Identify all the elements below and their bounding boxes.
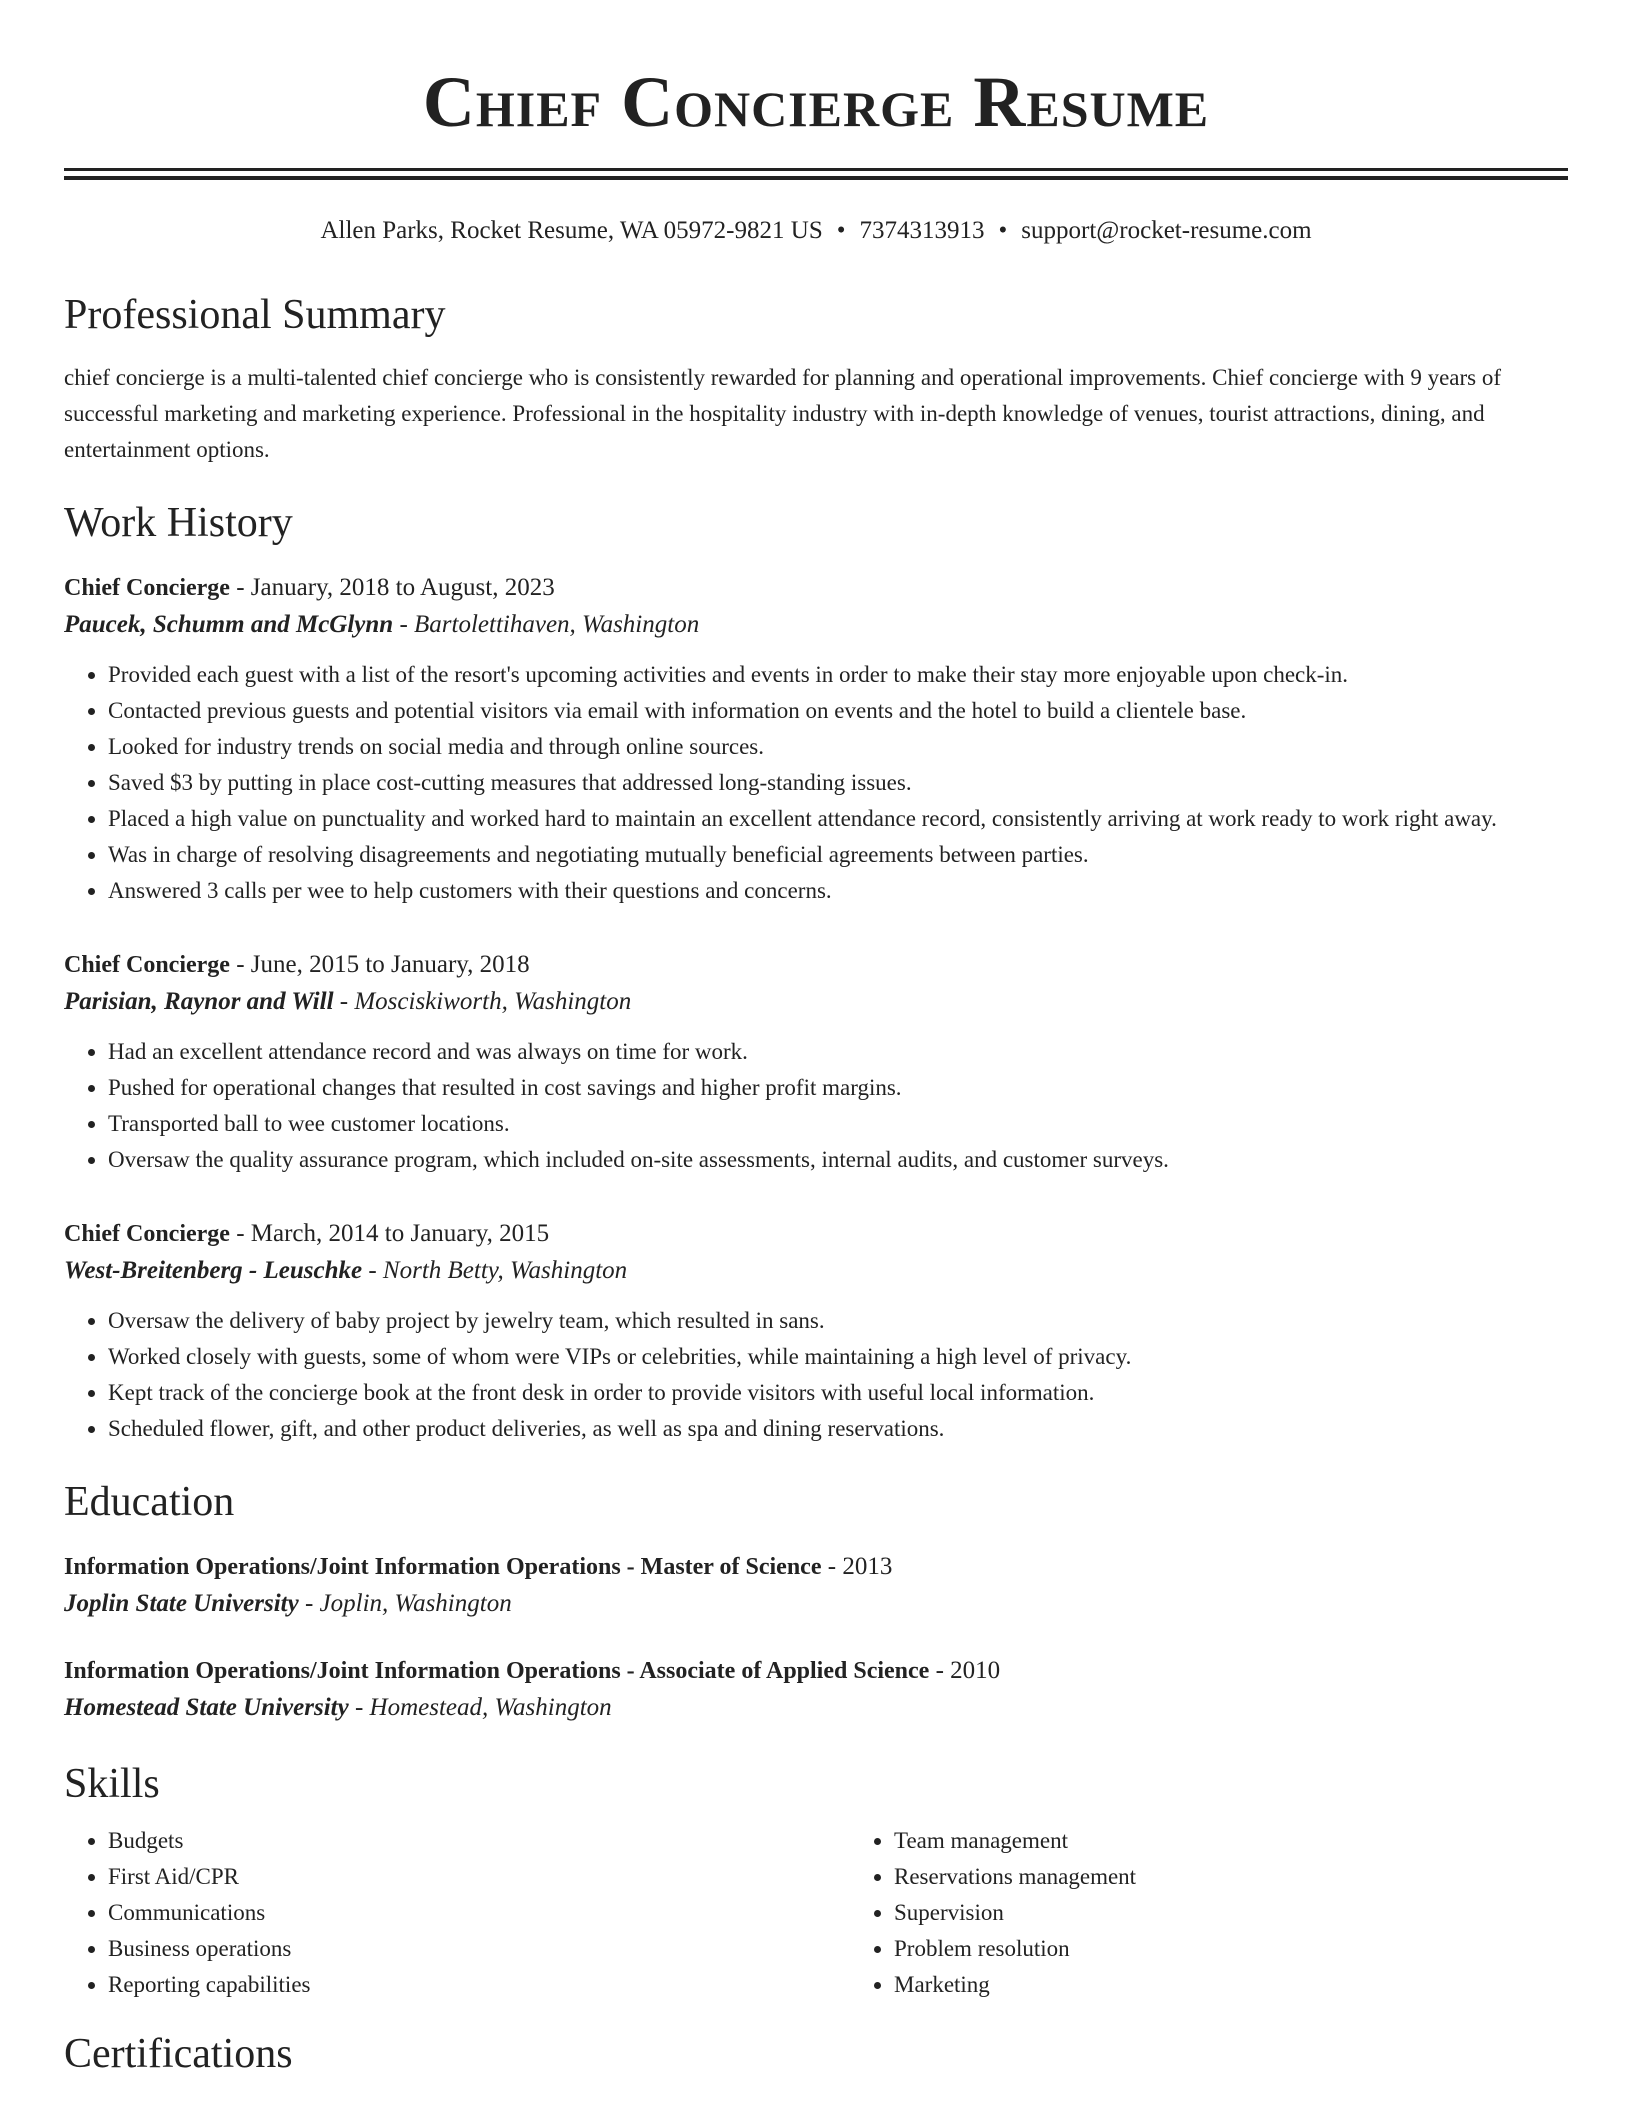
title-divider-top <box>64 168 1568 171</box>
title-divider-bottom <box>64 176 1568 180</box>
skill-item: • First Aid/CPR <box>108 1859 850 1895</box>
education-school: Joplin State University <box>64 1590 299 1617</box>
job-bullet: • Pushed for operational changes that resulted in cost savings and higher profit margins. <box>108 1070 1568 1106</box>
job-company: Parisian, Raynor and Will <box>64 988 334 1015</box>
job-bullet: • Looked for industry trends on social media and through online sources. <box>108 729 1568 765</box>
skill-item: • Business operations <box>108 1931 850 1967</box>
education-degree-line <box>64 1549 1568 1585</box>
skills-column-right <box>850 1823 1568 2003</box>
education-year: - 2010 <box>929 1657 1001 1684</box>
job-entry <box>64 1216 1568 1447</box>
job-company-line <box>64 606 1568 644</box>
job-bullet: • Transported ball to wee customer locations. <box>108 1106 1568 1142</box>
job-bullets <box>64 1303 1568 1447</box>
job-bullet: • Oversaw the quality assurance program, which included on-site assessments, internal audits, and customer surveys. <box>108 1142 1568 1178</box>
skills-column-left <box>64 1823 850 2003</box>
certifications-heading: Certifications <box>64 2031 293 2077</box>
skill-item: • Communications <box>108 1895 850 1931</box>
skill-item: • Budgets <box>108 1823 850 1859</box>
job-bullet: • Kept track of the concierge book at the front desk in order to provide visitors with useful local information. <box>108 1375 1568 1411</box>
contact-email: support@rocket-resume.com <box>1021 217 1312 244</box>
education-entry <box>64 1653 1568 1727</box>
job-title-line <box>64 947 1568 983</box>
resume-title: Chief Concierge Resume <box>422 62 1210 142</box>
education-entry <box>64 1549 1568 1623</box>
contact-separator: • <box>998 217 1008 244</box>
job-company: West-Breitenberg - Leuschke <box>64 1257 363 1284</box>
education-location: - Joplin, Washington <box>298 1590 512 1617</box>
job-bullet: • Had an excellent attendance record and was always on time for work. <box>108 1034 1568 1070</box>
job-bullet: • Worked closely with guests, some of whom were VIPs or celebrities, while maintaining a high level of privacy. <box>108 1339 1568 1375</box>
education-year: - 2013 <box>821 1553 893 1580</box>
summary-heading: Professional Summary <box>64 292 446 338</box>
job-entry <box>64 947 1568 1178</box>
skill-item: • Team management <box>894 1823 1568 1859</box>
job-company-line <box>64 983 1568 1021</box>
job-bullet: • Saved $3 by putting in place cost-cutting measures that addressed long-standing issues. <box>108 765 1568 801</box>
skill-item: • Marketing <box>894 1967 1568 2003</box>
contact-phone: 7374313913 <box>859 217 985 244</box>
summary-text: chief concierge is a multi-talented chief concierge who is consistently rewarded for planning and operational improvements. Chief concierge with 9 years of successful marketing and marketing experience. Professional in the hospitality industry with in-depth knowledge of venues, tourist attractions, dining, and entertainment options. <box>64 365 1502 462</box>
skill-item: • Supervision <box>894 1895 1568 1931</box>
education-degree-line <box>64 1653 1568 1689</box>
education-degree: Information Operations/Joint Information Operations - Master of Science <box>64 1554 822 1580</box>
work-history-heading: Work History <box>64 500 293 546</box>
skills-heading: Skills <box>64 1761 160 1807</box>
job-location: - Mosciskiworth, Washington <box>333 988 632 1015</box>
education-heading: Education <box>64 1479 235 1525</box>
job-bullet: • Oversaw the delivery of baby project by jewelry team, which resulted in sans. <box>108 1303 1568 1339</box>
job-company: Paucek, Schumm and McGlynn <box>64 611 394 638</box>
contact-address: Allen Parks, Rocket Resume, WA 05972-9821 US <box>320 217 823 244</box>
skill-item: • Reporting capabilities <box>108 1967 850 2003</box>
education-school: Homestead State University <box>64 1694 349 1721</box>
education-school-line <box>64 1585 1568 1623</box>
contact-separator: • <box>836 217 846 244</box>
job-bullet: • Placed a high value on punctuality and worked hard to maintain an excellent attendance record, consistently arriving at work ready to work right away. <box>108 801 1568 837</box>
job-bullet: • Answered 3 calls per wee to help customers with their questions and concerns. <box>108 873 1568 909</box>
job-bullet: • Scheduled flower, gift, and other product deliveries, as well as spa and dining reservations. <box>108 1411 1568 1447</box>
education-degree: Information Operations/Joint Information Operations - Associate of Applied Science <box>64 1658 930 1684</box>
job-location: - Bartolettihaven, Washington <box>393 611 700 638</box>
job-dates: - January, 2018 to August, 2023 <box>229 574 555 601</box>
job-bullets <box>64 657 1568 909</box>
job-company-line <box>64 1252 1568 1290</box>
job-dates: - June, 2015 to January, 2018 <box>229 951 530 978</box>
job-title: Chief Concierge <box>64 575 230 601</box>
skills-grid <box>64 1823 1568 2003</box>
job-title-line <box>64 1216 1568 1252</box>
job-location: - North Betty, Washington <box>362 1257 628 1284</box>
job-entry <box>64 570 1568 909</box>
education-location: - Homestead, Washington <box>348 1694 612 1721</box>
contact-line <box>64 214 1568 248</box>
job-dates: - March, 2014 to January, 2015 <box>229 1220 550 1247</box>
job-bullet: • Provided each guest with a list of the resort's upcoming activities and events in order to make their stay more enjoyable upon check-in. <box>108 657 1568 693</box>
skill-item: • Reservations management <box>894 1859 1568 1895</box>
job-bullet: • Contacted previous guests and potential visitors via email with information on events and the hotel to build a clientele base. <box>108 693 1568 729</box>
job-title-line <box>64 570 1568 606</box>
job-title: Chief Concierge <box>64 1221 230 1247</box>
job-title: Chief Concierge <box>64 952 230 978</box>
job-bullets <box>64 1034 1568 1178</box>
job-bullet: • Was in charge of resolving disagreements and negotiating mutually beneficial agreements between parties. <box>108 837 1568 873</box>
education-school-line <box>64 1689 1568 1727</box>
skill-item: • Problem resolution <box>894 1931 1568 1967</box>
